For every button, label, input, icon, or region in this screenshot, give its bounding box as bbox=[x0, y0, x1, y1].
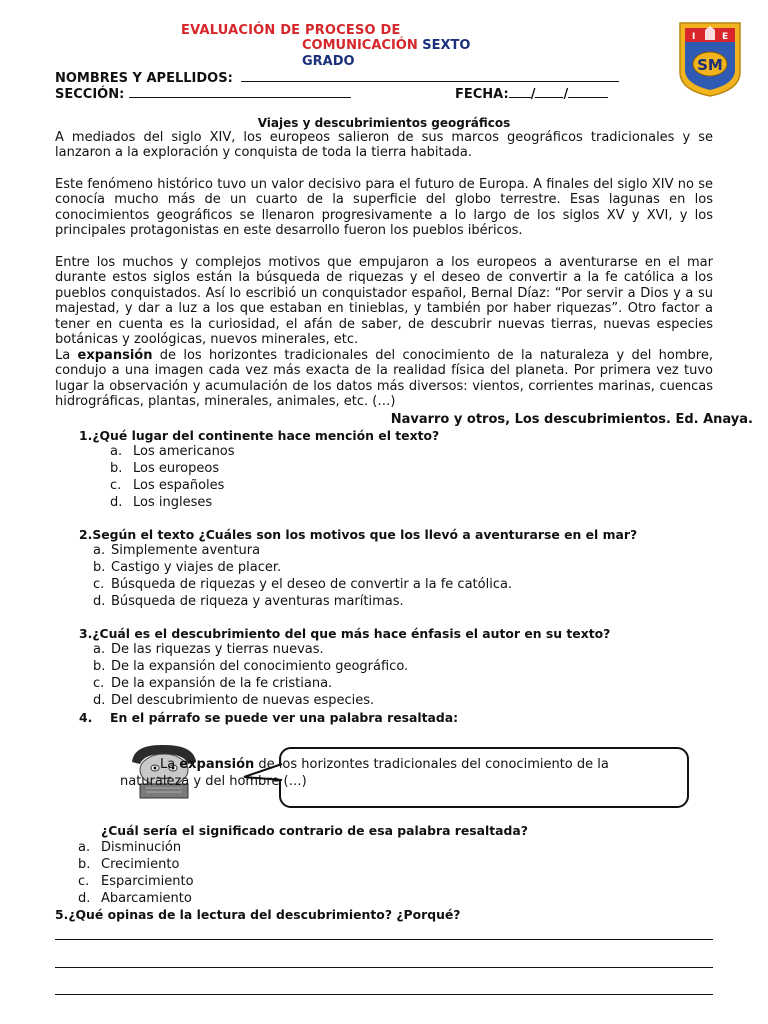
option-item[interactable] bbox=[78, 890, 194, 907]
date-separator: / bbox=[530, 87, 536, 102]
svg-text:I: I bbox=[692, 32, 696, 42]
option-text: Los americanos bbox=[133, 444, 235, 459]
section-input-line[interactable] bbox=[129, 85, 351, 98]
option-text: Crecimiento bbox=[101, 857, 180, 872]
name-field bbox=[55, 69, 619, 86]
quote-rest: de los horizontes tradicionales del conocimiento de la naturaleza y del hombre (…) bbox=[120, 757, 609, 789]
question-1: 1.¿Qué lugar del continente hace mención el texto? bbox=[79, 428, 440, 443]
date-month-line[interactable] bbox=[535, 85, 563, 98]
question-5: 5.¿Qué opinas de la lectura del descubrimiento? ¿Porqué? bbox=[55, 907, 461, 922]
option-letter: a. bbox=[110, 444, 123, 459]
option-text: Los europeos bbox=[133, 461, 220, 476]
reading-title: Viajes y descubrimientos geográficos bbox=[257, 116, 511, 130]
exam-title-line2 bbox=[302, 38, 470, 53]
date-separator: / bbox=[563, 87, 569, 102]
reading-source: Navarro y otros, Los descubrimientos. Ed. Anaya. bbox=[390, 412, 753, 427]
option-item[interactable] bbox=[78, 856, 194, 873]
option-text: Búsqueda de riqueza y aventuras marítimas. bbox=[111, 594, 404, 609]
answer-line[interactable] bbox=[55, 967, 713, 968]
option-item[interactable] bbox=[78, 873, 194, 890]
option-letter: a. bbox=[78, 840, 91, 855]
question-4-number: 4. bbox=[79, 710, 93, 725]
school-logo bbox=[677, 20, 743, 98]
answer-line[interactable] bbox=[55, 939, 713, 940]
option-letter: c. bbox=[110, 478, 122, 493]
paragraph-4-rest: de los horizontes tradicionales del conocimiento de la naturaleza y del hombre, condujo a una imagen cada vez más exacta de la realidad física del planeta. Por primera vez tuvo lugar la observación y acumulación de los datos más diversos: vientos, corrientes marinas, cuencas hidrográficas, plantas, minerales, animales, etc. (…) bbox=[55, 348, 713, 410]
option-item[interactable] bbox=[110, 477, 235, 494]
reading-paragraph-3: Entre los muchos y complejos motivos que empujaron a los europeos a aventurarse en el mar durante estos siglos están la búsqueda de riquezas y el deseo de convertir a la fe católica a los pueblos conquistados. Así lo escribió un conquistador español, Bernal Díaz: “Por servir a Dios y a su majestad, y dar a luz a los que estaban en tinieblas, y también por haber riquezas”. Otro factor a tener en cuenta es la curiosidad, el afán de saber, de descubrir nuevas tierras, nuevas especies botánicas y zoológicas, nuevos minerales, etc. bbox=[55, 255, 713, 348]
option-item[interactable] bbox=[110, 443, 235, 460]
date-label: FECHA: bbox=[455, 87, 509, 102]
question-3: 3.¿Cuál es el descubrimiento del que más hace énfasis el autor en su texto? bbox=[79, 626, 611, 641]
option-item[interactable] bbox=[93, 542, 512, 559]
exam-title-line3: GRADO bbox=[302, 54, 355, 69]
option-letter: c. bbox=[78, 874, 90, 889]
option-letter: d. bbox=[110, 495, 123, 510]
highlighted-quote bbox=[120, 756, 680, 790]
quote-highlighted-word: expansión bbox=[179, 757, 255, 772]
question-4-sub-question: ¿Cuál sería el significado contrario de esa palabra resaltada? bbox=[101, 823, 528, 838]
question-4 bbox=[79, 710, 458, 725]
option-item[interactable] bbox=[93, 641, 408, 658]
option-letter: b. bbox=[78, 857, 91, 872]
option-item[interactable] bbox=[93, 576, 512, 593]
option-letter: c. bbox=[93, 676, 105, 691]
svg-text:E: E bbox=[722, 32, 729, 42]
reading-paragraph-1: A mediados del siglo XIV, los europeos salieron de sus marcos geográficos tradicionales y se lanzaron a la exploración y conquista de toda la tierra habitada. bbox=[55, 130, 713, 161]
option-text: Del descubrimiento de nuevas especies. bbox=[111, 693, 375, 708]
exam-grade-word: SEXTO bbox=[422, 38, 471, 53]
option-item[interactable] bbox=[93, 658, 408, 675]
date-day-line[interactable] bbox=[509, 85, 531, 98]
option-letter: a. bbox=[93, 642, 106, 657]
option-text: Castigo y viajes de placer. bbox=[111, 560, 282, 575]
option-letter: a. bbox=[93, 543, 106, 558]
reading-paragraph-4 bbox=[55, 348, 713, 410]
option-letter: c. bbox=[93, 577, 105, 592]
option-item[interactable] bbox=[93, 559, 512, 576]
highlighted-word: expansión bbox=[77, 348, 153, 363]
option-letter: b. bbox=[93, 560, 106, 575]
question-1-options bbox=[110, 443, 235, 511]
option-item[interactable] bbox=[93, 675, 408, 692]
option-text: De la expansión de la fe cristiana. bbox=[111, 676, 333, 691]
option-text: De las riquezas y tierras nuevas. bbox=[111, 642, 324, 657]
option-text: Simplemente aventura bbox=[111, 543, 261, 558]
option-text: Esparcimiento bbox=[101, 874, 194, 889]
answer-line[interactable] bbox=[55, 994, 713, 995]
option-item[interactable] bbox=[93, 692, 408, 709]
option-letter: d. bbox=[78, 891, 91, 906]
option-letter: b. bbox=[110, 461, 123, 476]
name-input-line[interactable] bbox=[241, 69, 619, 82]
option-letter: b. bbox=[93, 659, 106, 674]
option-text: Los españoles bbox=[133, 478, 225, 493]
date-field bbox=[455, 85, 608, 102]
option-text: De la expansión del conocimiento geográfico. bbox=[111, 659, 409, 674]
section-label: SECCIÓN: bbox=[55, 87, 125, 102]
date-year-line[interactable] bbox=[568, 85, 608, 98]
quote-start: La bbox=[160, 757, 176, 772]
option-text: Abarcamiento bbox=[101, 891, 192, 906]
option-item[interactable] bbox=[93, 593, 512, 610]
option-text: Disminución bbox=[101, 840, 182, 855]
option-letter: d. bbox=[93, 693, 106, 708]
question-2: 2.Según el texto ¿Cuáles son los motivos que los llevó a aventurarse en el mar? bbox=[79, 527, 638, 542]
option-text: Los ingleses bbox=[133, 495, 213, 510]
question-2-options bbox=[93, 542, 512, 610]
name-label: NOMBRES Y APELLIDOS: bbox=[55, 71, 233, 86]
question-4-text: En el párrafo se puede ver una palabra resaltada: bbox=[110, 710, 459, 725]
option-item[interactable] bbox=[110, 460, 235, 477]
exam-subject: COMUNICACIÓN bbox=[302, 38, 418, 53]
section-field bbox=[55, 85, 351, 102]
reading-paragraph-2: Este fenómeno histórico tuvo un valor decisivo para el futuro de Europa. A finales del siglo XIV no se conocía mucho más de un cuarto de la superficie del globo terrestre. Esas lagunas en los conocimientos geográficos se llenaron progresivamente a lo largo de los siglos XV y XVI, y los principales protagonistas en este desarrollo fueron los pueblos ibéricos. bbox=[55, 177, 713, 239]
paragraph-4-start: La bbox=[55, 348, 71, 363]
option-item[interactable] bbox=[110, 494, 235, 511]
option-item[interactable] bbox=[78, 839, 194, 856]
exam-title-line1: EVALUACIÓN DE PROCESO DE bbox=[181, 23, 401, 38]
question-3-options bbox=[93, 641, 408, 709]
option-letter: d. bbox=[93, 594, 106, 609]
question-4-options bbox=[78, 839, 194, 907]
option-text: Búsqueda de riquezas y el deseo de convertir a la fe católica. bbox=[111, 577, 513, 592]
svg-text:SM: SM bbox=[697, 56, 723, 74]
